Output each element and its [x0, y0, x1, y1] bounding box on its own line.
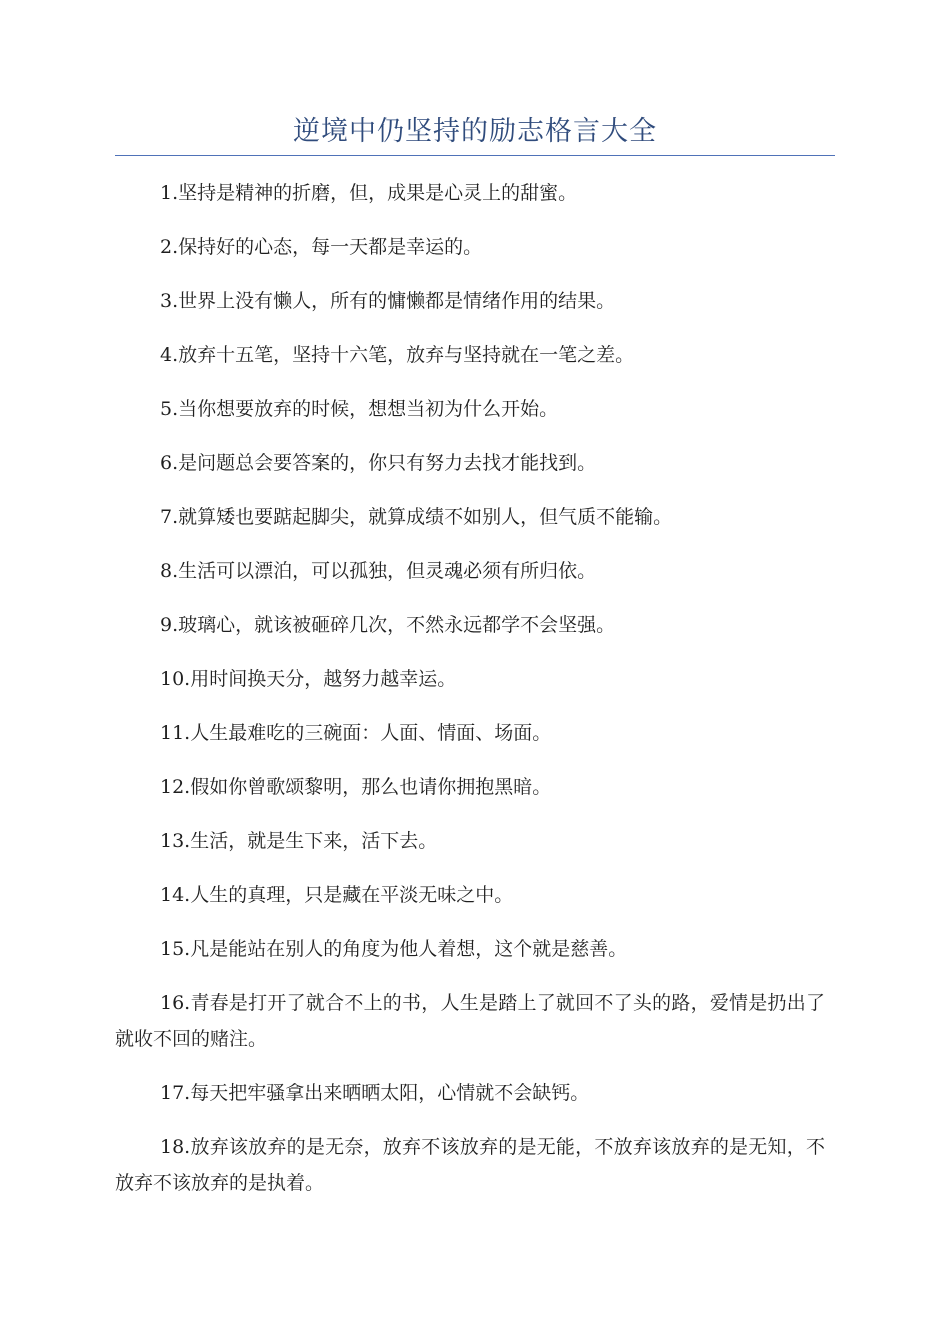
list-item: 14.人生的真理，只是藏在平淡无味之中。: [160, 884, 514, 906]
list-item: 17.每天把牢骚拿出来晒晒太阳，心情就不会缺钙。: [160, 1082, 590, 1104]
list-item: 12.假如你曾歌颂黎明，那么也请你拥抱黑暗。: [160, 776, 552, 798]
list-item: 8.生活可以漂泊，可以孤独，但灵魂必须有所归依。: [160, 560, 597, 582]
list-item: 11.人生最难吃的三碗面：人面、情面、场面。: [160, 722, 552, 744]
list-item: 4.放弃十五笔，坚持十六笔，放弃与坚持就在一笔之差。: [160, 344, 635, 366]
list-item: 1.坚持是精神的折磨，但，成果是心灵上的甜蜜。: [160, 182, 578, 204]
list-item: 5.当你想要放弃的时候，想想当初为什么开始。: [160, 398, 559, 420]
page-title: 逆境中仍坚持的励志格言大全: [293, 116, 657, 147]
list-item: 15.凡是能站在别人的角度为他人着想，这个就是慈善。: [160, 938, 628, 960]
title-underline: [115, 155, 835, 156]
list-item: 16.青春是打开了就合不上的书，人生是踏上了就回不了头的路，爱情是扔出了就收不回的赌注。: [115, 992, 825, 1050]
list-item: 10.用时间换天分，越努力越幸运。: [160, 668, 457, 690]
list-item: 6.是问题总会要答案的，你只有努力去找才能找到。: [160, 452, 597, 474]
list-item: 18.放弃该放弃的是无奈，放弃不该放弃的是无能，不放弃该放弃的是无知，不放弃不该放弃的是执着。: [115, 1136, 825, 1194]
list-item: 2.保持好的心态，每一天都是幸运的。: [160, 236, 483, 258]
list-item: 3.世界上没有懒人，所有的慵懒都是情绪作用的结果。: [160, 290, 616, 312]
list-item: 9.玻璃心，就该被砸碎几次，不然永远都学不会坚强。: [160, 614, 616, 636]
quote-list: [115, 175, 825, 1219]
list-item: 13.生活，就是生下来，活下去。: [160, 830, 438, 852]
list-item: 7.就算矮也要踮起脚尖，就算成绩不如别人，但气质不能输。: [160, 506, 673, 528]
